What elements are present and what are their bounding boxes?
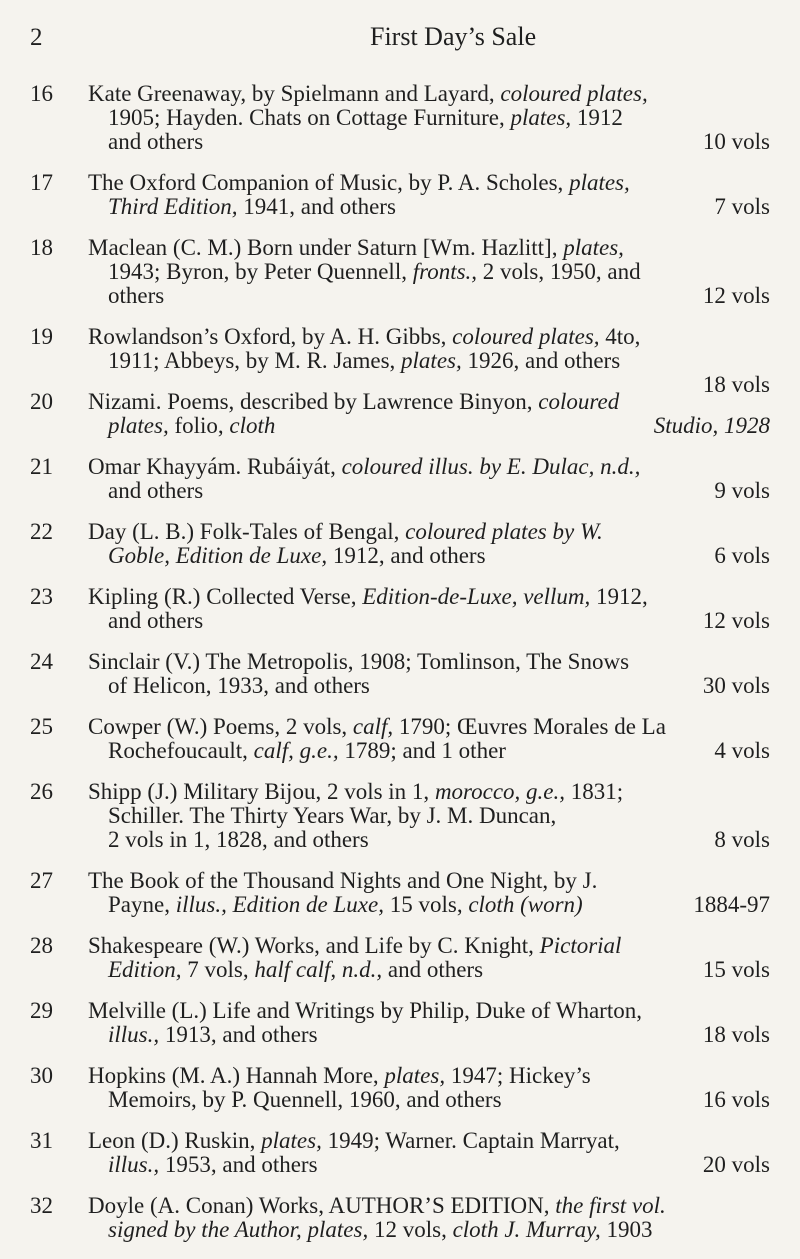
- lot-number: 16: [30, 81, 53, 106]
- description-text: Leon (D.) Ruskin,: [88, 1128, 262, 1153]
- lot-volumes: 9 vols: [714, 478, 770, 503]
- description-text: Nizami. Poems, described by Lawrence Binyon,: [88, 389, 539, 414]
- description-text: Shakespeare (W.) Works, and Life by C. Knight,: [88, 933, 540, 958]
- lot-list: [30, 82, 770, 1259]
- lot-description-line: [88, 520, 770, 544]
- lot-volumes: 10 vols: [702, 129, 770, 154]
- lot-volumes: 6 vols: [714, 543, 770, 568]
- description-text: coloured plates by W.: [405, 519, 603, 544]
- lot-volumes: 18 vols: [702, 372, 770, 397]
- description-text: 1943; Byron, by Peter Quennell,: [108, 259, 413, 284]
- description-text: 1912: [571, 105, 623, 130]
- description-text: and others: [108, 129, 204, 154]
- lot-volumes: 1884-97: [693, 892, 770, 917]
- description-text: 1947; Hickey’s: [445, 1063, 591, 1088]
- lot-description-line: [88, 958, 770, 982]
- description-text: The Oxford Companion of Music, by P. A. Scholes,: [88, 170, 570, 195]
- lot-number: 24: [30, 649, 53, 674]
- lot-description-line: [88, 674, 770, 698]
- description-text: plates,: [384, 1063, 446, 1088]
- lot-number: 21: [30, 454, 53, 479]
- lot-number: 31: [30, 1128, 53, 1153]
- lot-entry: [30, 934, 770, 982]
- lot-description-line: [88, 390, 770, 414]
- description-text: 1926, and others: [461, 348, 621, 373]
- lot-entry: [30, 780, 770, 852]
- lot-description-line: [88, 455, 770, 479]
- description-text: plates,: [108, 413, 169, 438]
- description-text: Kipling (R.) Collected Verse,: [88, 584, 363, 609]
- lot-description-line: [88, 195, 770, 219]
- lot-volumes: 4 vols: [714, 738, 770, 763]
- description-text: plates,: [563, 235, 624, 260]
- description-text: coloured plates,: [452, 324, 600, 349]
- lot-entry: [30, 715, 770, 763]
- description-text: Rochefoucault,: [108, 738, 254, 763]
- description-text: Cowper (W.) Poems, 2 vols,: [88, 714, 353, 739]
- description-text: Kate Greenaway, by Spielmann and Layard,: [88, 81, 501, 106]
- description-text: Payne,: [108, 892, 176, 917]
- lot-description-line: [88, 106, 770, 130]
- description-text: Schiller. The Thirty Years War, by J. M. Duncan,: [108, 803, 557, 828]
- lot-volumes: 18 vols: [702, 1022, 770, 1047]
- lot-description-line: [88, 1088, 770, 1112]
- lot-number: 23: [30, 584, 53, 609]
- lot-entry: [30, 171, 770, 219]
- description-text: 1789; and 1 other: [338, 738, 506, 763]
- lot-description-line: [88, 999, 770, 1023]
- description-text: 7 vols,: [181, 957, 255, 982]
- description-text: The Book of the Thousand Nights and One Night, by J.: [88, 868, 598, 893]
- description-text: plates,: [401, 348, 462, 373]
- description-text: 4to,: [599, 324, 641, 349]
- description-text: the first vol.: [555, 1193, 666, 1218]
- description-text: and others: [108, 478, 204, 503]
- description-text: cloth J. Murray,: [452, 1217, 601, 1242]
- description-text: 1953, and others: [159, 1152, 318, 1177]
- description-text: 1912, and others: [327, 543, 486, 568]
- lot-description-line: [88, 414, 770, 438]
- lot-entry: [30, 1064, 770, 1112]
- lot-number: 26: [30, 779, 53, 804]
- lot-volumes: Studio, 1928: [653, 413, 770, 438]
- lot-description-line: [88, 739, 770, 763]
- lot-description-line: [88, 1218, 770, 1242]
- lot-description-line: [88, 934, 770, 958]
- lot-description-line: [88, 544, 770, 568]
- lot-entry: [30, 390, 770, 438]
- description-text: plates,: [261, 1128, 322, 1153]
- description-text: plates,: [510, 105, 572, 130]
- lot-number: 18: [30, 235, 53, 260]
- lot-description-line: [88, 893, 770, 917]
- description-text: illus., Edition de Luxe,: [175, 892, 384, 917]
- description-text: half calf, n.d.,: [254, 957, 383, 982]
- description-text: 2 vols in 1, 1828, and others: [108, 827, 369, 852]
- lot-number: 20: [30, 389, 53, 414]
- lot-volumes: 8 vols: [714, 827, 770, 852]
- description-text: and others: [108, 608, 204, 633]
- lot-description-line: [88, 82, 770, 106]
- description-text: 1790; Œuvres Morales de La: [393, 714, 666, 739]
- description-text: morocco, g.e.,: [434, 779, 566, 804]
- description-text: cloth: [229, 413, 276, 438]
- description-text: calf, g.e.,: [253, 738, 339, 763]
- description-text: and others: [382, 957, 484, 982]
- lot-number: 27: [30, 868, 53, 893]
- description-text: Sinclair (V.) The Metropolis, 1908; Tomlinson, The Snows: [88, 649, 630, 674]
- description-text: 1913, and others: [159, 1022, 318, 1047]
- lot-description-line: [88, 1064, 770, 1088]
- lot-description-line: [88, 479, 770, 503]
- lot-entry: [30, 999, 770, 1047]
- lot-number: 28: [30, 933, 53, 958]
- lot-volumes: 30 vols: [702, 673, 770, 698]
- lot-entry: [30, 82, 770, 154]
- description-text: Maclean (C. M.) Born under Saturn [Wm. Hazlitt],: [88, 235, 564, 260]
- description-text: Omar Khayyám. Rubáiyát,: [88, 454, 342, 479]
- description-text: Doyle (A. Conan) Works, AUTHOR’S EDITION,: [88, 1193, 556, 1218]
- description-text: signed by the Author, plates,: [108, 1217, 369, 1242]
- page-number: 2: [30, 24, 43, 51]
- lot-volumes: 20 vols: [702, 1152, 770, 1177]
- description-text: fronts.,: [412, 259, 478, 284]
- lot-description-line: [88, 284, 770, 308]
- lot-description-line: [88, 609, 770, 633]
- description-text: plates,: [569, 170, 630, 195]
- description-text: illus.,: [108, 1022, 160, 1047]
- lot-description-line: [88, 325, 770, 349]
- lot-description-line: [88, 349, 770, 373]
- lot-description-line: [88, 715, 770, 739]
- lot-description-line: [88, 1023, 770, 1047]
- description-text: 1903: [600, 1217, 653, 1242]
- description-text: 2 vols, 1950, and: [477, 259, 641, 284]
- lot-entry: [30, 324, 770, 397]
- description-text: 1911; Abbeys, by M. R. James,: [108, 348, 402, 373]
- lot-number: 19: [30, 324, 53, 349]
- description-text: folio,: [168, 413, 230, 438]
- description-text: others: [108, 283, 165, 308]
- description-text: coloured plates,: [500, 81, 648, 106]
- lot-description-line: [88, 585, 770, 609]
- lot-volumes: 12 vols: [702, 283, 770, 308]
- lot-entry: [30, 585, 770, 633]
- description-text: Rowlandson’s Oxford, by A. H. Gibbs,: [88, 324, 453, 349]
- lot-description-line: [88, 828, 770, 852]
- description-text: 1912,: [590, 584, 648, 609]
- description-text: Shipp (J.) Military Bijou, 2 vols in 1,: [88, 779, 435, 804]
- description-text: illus.,: [108, 1152, 160, 1177]
- description-text: cloth (worn): [468, 892, 583, 917]
- lot-volumes: 7 vols: [714, 194, 770, 219]
- description-text: 12 vols,: [368, 1217, 453, 1242]
- lot-number: 22: [30, 519, 53, 544]
- lot-number: 32: [30, 1193, 53, 1218]
- description-text: Edition,: [108, 957, 182, 982]
- description-text: Hopkins (M. A.) Hannah More,: [88, 1063, 385, 1088]
- lot-entry: [30, 236, 770, 308]
- description-text: Edition-de-Luxe, vellum,: [362, 584, 591, 609]
- lot-number: 29: [30, 998, 53, 1023]
- lot-entry: [30, 520, 770, 568]
- lot-entry: [30, 455, 770, 503]
- lot-volumes: 16 vols: [702, 1087, 770, 1112]
- description-text: Melville (L.) Life and Writings by Philip, Duke of Wharton,: [88, 998, 642, 1023]
- lot-description-line: [88, 650, 770, 674]
- description-text: coloured: [538, 389, 620, 414]
- lot-description-line: [88, 1194, 770, 1218]
- description-text: Pictorial: [539, 933, 622, 958]
- lot-volumes: 12 vols: [702, 608, 770, 633]
- running-head: First Day’s Sale: [370, 22, 537, 51]
- lot-number: 25: [30, 714, 53, 739]
- lot-description-line: [88, 236, 770, 260]
- description-text: 1905; Hayden. Chats on Cottage Furniture,: [108, 105, 511, 130]
- description-text: 1949; Warner. Captain Marryat,: [321, 1128, 620, 1153]
- lot-entry: [30, 650, 770, 698]
- lot-description-line: [88, 780, 770, 804]
- lot-description-line: [88, 1153, 770, 1177]
- description-text: 1831;: [565, 779, 624, 804]
- lot-description-line: [88, 1129, 770, 1153]
- lot-description-line: [88, 260, 770, 284]
- description-text: of Helicon, 1933, and others: [108, 673, 370, 698]
- lot-entry: [30, 1194, 770, 1242]
- description-text: 15 vols,: [383, 892, 469, 917]
- description-text: Goble, Edition de Luxe,: [108, 543, 328, 568]
- lot-entry: [30, 1129, 770, 1177]
- lot-description-line: [88, 804, 770, 828]
- lot-number: 17: [30, 170, 53, 195]
- lot-description-line: [88, 869, 770, 893]
- description-text: Third Edition,: [108, 194, 238, 219]
- lot-entry: [30, 869, 770, 917]
- lot-volumes: 15 vols: [702, 957, 770, 982]
- lot-description-line: [88, 171, 770, 195]
- description-text: calf,: [352, 714, 394, 739]
- description-text: Day (L. B.) Folk-Tales of Bengal,: [88, 519, 406, 544]
- description-text: 1941, and others: [237, 194, 396, 219]
- lot-number: 30: [30, 1063, 53, 1088]
- description-text: Memoirs, by P. Quennell, 1960, and others: [108, 1087, 502, 1112]
- lot-description-line: [88, 130, 770, 154]
- description-text: coloured illus. by E. Dulac, n.d.,: [341, 454, 641, 479]
